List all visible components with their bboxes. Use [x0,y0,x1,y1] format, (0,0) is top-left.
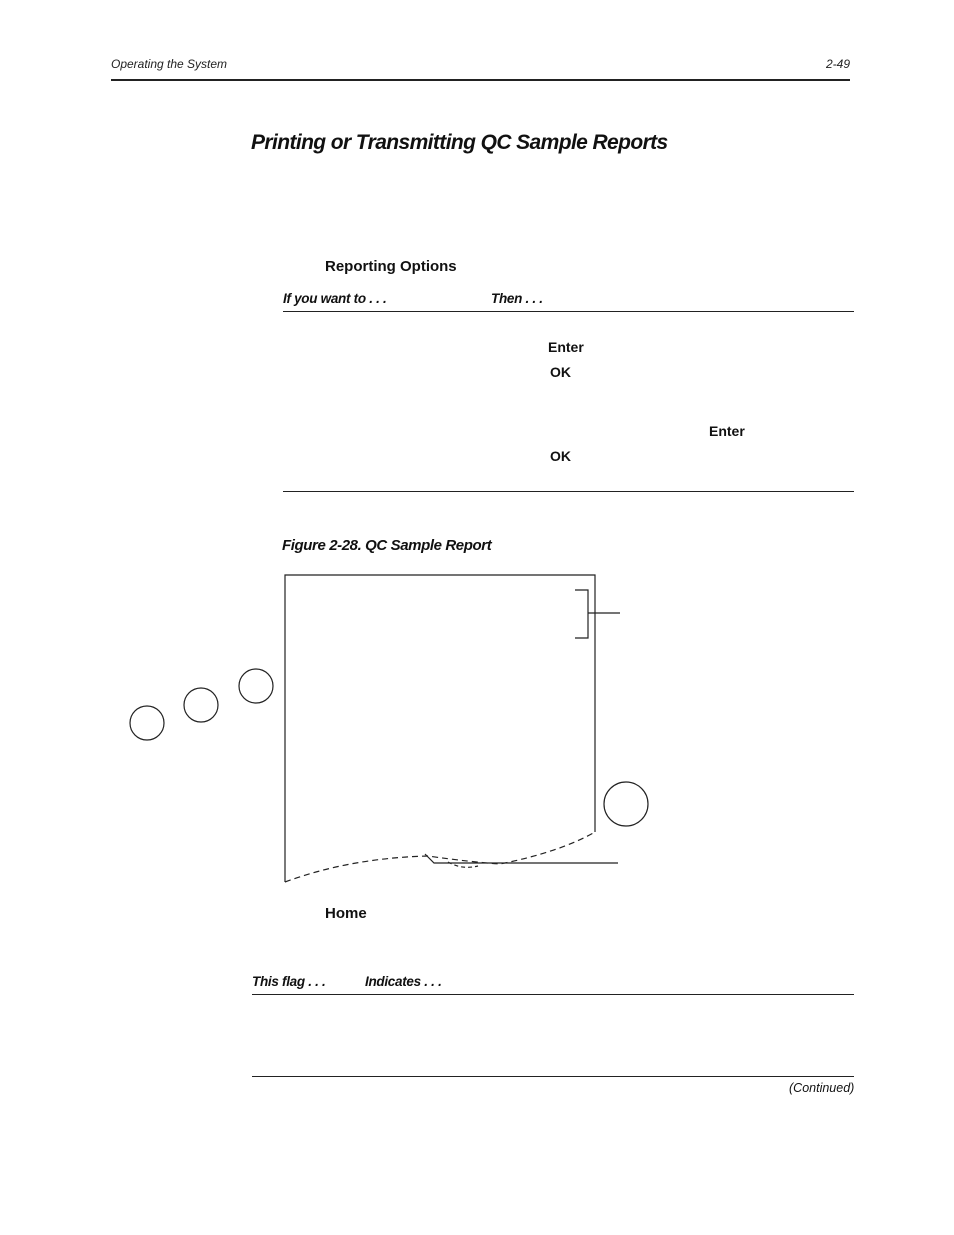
key-enter-1: Enter [548,339,584,355]
flag-table-header-rule [252,994,854,995]
figure-caption: Figure 2-28. QC Sample Report [282,537,492,554]
callout-bracket [575,590,588,638]
callout-circle-4 [604,782,648,826]
key-ok-2: OK [550,448,571,464]
home-label: Home [325,905,367,922]
key-enter-2: Enter [709,423,745,439]
flag-table-bottom-rule [252,1076,854,1077]
callout-circle-2 [184,688,218,722]
table-caption-reporting-options: Reporting Options [325,258,457,275]
column-header-flag: This flag . . . [252,974,326,989]
column-header-if: If you want to . . . [283,291,387,306]
page-title: Printing or Transmitting QC Sample Reports [251,131,668,154]
column-header-then: Then . . . [491,291,543,306]
running-header-title: Operating the System [111,57,228,71]
callout-leader-bottom [425,854,618,863]
callout-circle-3 [130,706,164,740]
printout-torn-edge [285,832,595,882]
key-ok-1: OK [550,364,571,380]
continued-note: (Continued) [789,1081,855,1095]
column-header-indicates: Indicates . . . [365,974,442,989]
page-number: 2-49 [826,57,851,71]
printout-outline [285,575,595,882]
callout-circle-1 [239,669,273,703]
